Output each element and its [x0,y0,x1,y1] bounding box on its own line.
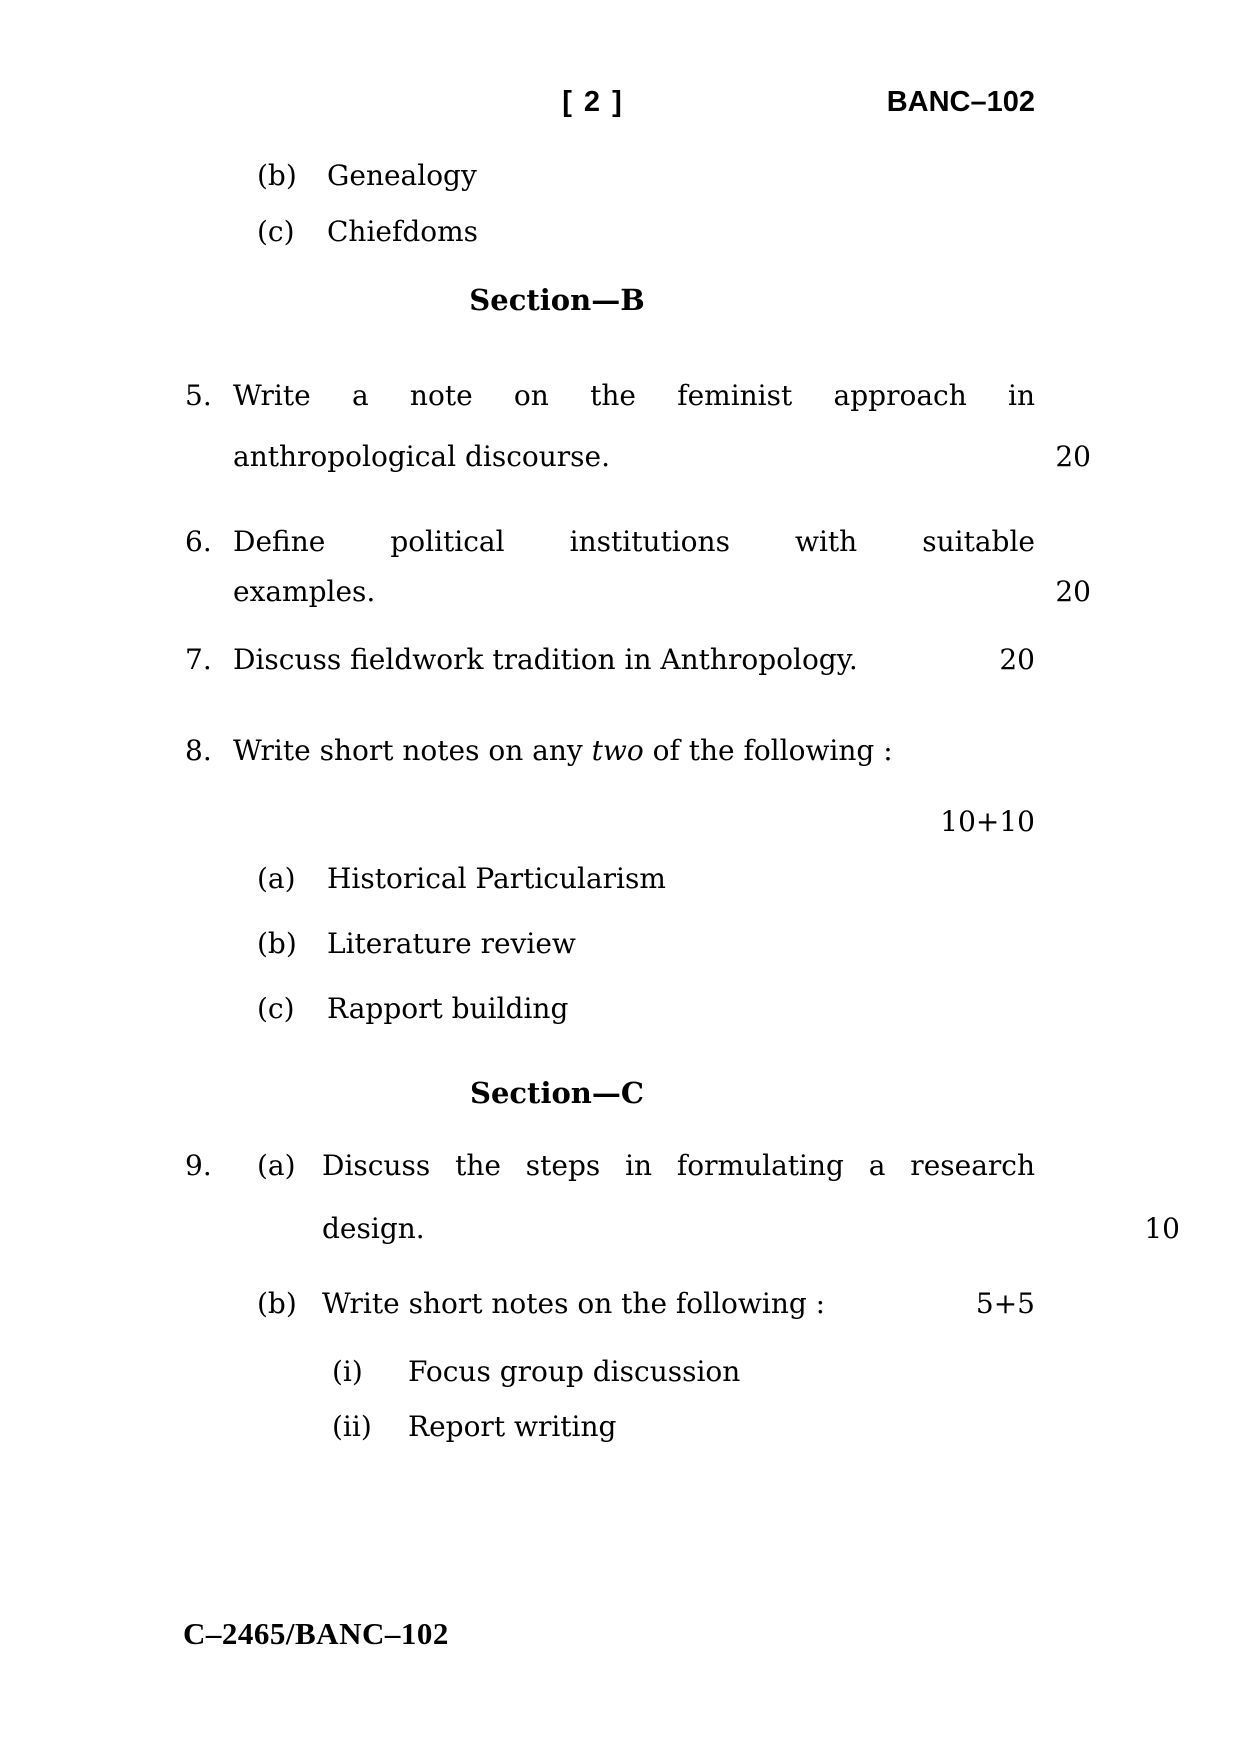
question-number: 5. [185,379,212,412]
question-6-line-2 [177,576,1091,608]
sub-item-label: (ii) [332,1410,372,1443]
option-label: (b) [257,927,297,960]
question-7 [177,644,1035,676]
question-line [322,1288,1035,1320]
question-8-marks: 10+10 [940,805,1035,838]
question-text-part: Write short notes on any [233,734,592,767]
page-number: [ 2 ] [562,86,624,118]
sub-item [177,1356,1035,1388]
question-number: 6. [185,525,212,558]
question-number: 9. [185,1149,212,1182]
question-text-part: of the following : [643,734,893,767]
question-text: anthropological discourse. [233,440,611,473]
question-5-line-2 [177,441,1091,473]
question-6-line-1 [177,526,1035,558]
sub-item [177,1411,1035,1443]
question-line [233,644,1035,676]
question-marks: 20 [999,643,1035,676]
option-item [177,993,1035,1025]
list-item [177,216,1035,248]
option-text: Literature review [327,927,576,960]
question-text: Discuss the steps in formulating a research [322,1149,1035,1182]
question-number: 8. [185,734,212,767]
footer-code: C–2465/BANC–102 [183,1616,449,1651]
question-text: Define political institutions with suitable [233,525,1035,558]
question-text [233,735,1035,767]
option-label: (a) [257,862,296,895]
question-5-line-1 [177,380,1035,412]
question-text: Write a note on the feminist approach in [233,379,1035,412]
sub-item-label: (i) [332,1355,363,1388]
question-text: Discuss fieldwork tradition in Anthropology. [233,643,858,676]
option-item [177,863,1035,895]
list-item-text: Genealogy [327,159,477,192]
question-9-part-b [177,1288,1035,1320]
paper-code: BANC–102 [886,86,1035,118]
question-number: 7. [185,643,212,676]
question-9-part-a-line-1 [177,1150,1035,1182]
question-marks: 20 [1055,440,1091,473]
option-text: Rapport building [327,992,569,1025]
page-header [177,86,1035,122]
list-item-label: (b) [257,159,297,192]
list-item-text: Chiefdoms [327,215,479,248]
option-item [177,928,1035,960]
question-text: design. [322,1212,425,1245]
list-item-label: (c) [257,215,295,248]
section-title-c: Section—C [470,1076,644,1110]
option-label: (c) [257,992,295,1025]
sub-item-text: Report writing [408,1410,617,1443]
section-title-b: Section—B [469,283,645,317]
question-text: examples. [233,575,376,608]
question-text-emphasis: two [591,734,644,767]
question-marks: 20 [1055,575,1091,608]
part-label: (a) [257,1149,296,1182]
option-text: Historical Particularism [327,862,666,895]
question-9-part-a-line-2 [177,1213,1180,1245]
question-8 [177,735,1035,767]
question-marks: 5+5 [975,1287,1035,1320]
question-text: Write short notes on the following : [322,1287,826,1320]
question-marks: 10 [1144,1212,1180,1245]
part-label: (b) [257,1287,297,1320]
list-item [177,160,1035,192]
sub-item-text: Focus group discussion [408,1355,741,1388]
